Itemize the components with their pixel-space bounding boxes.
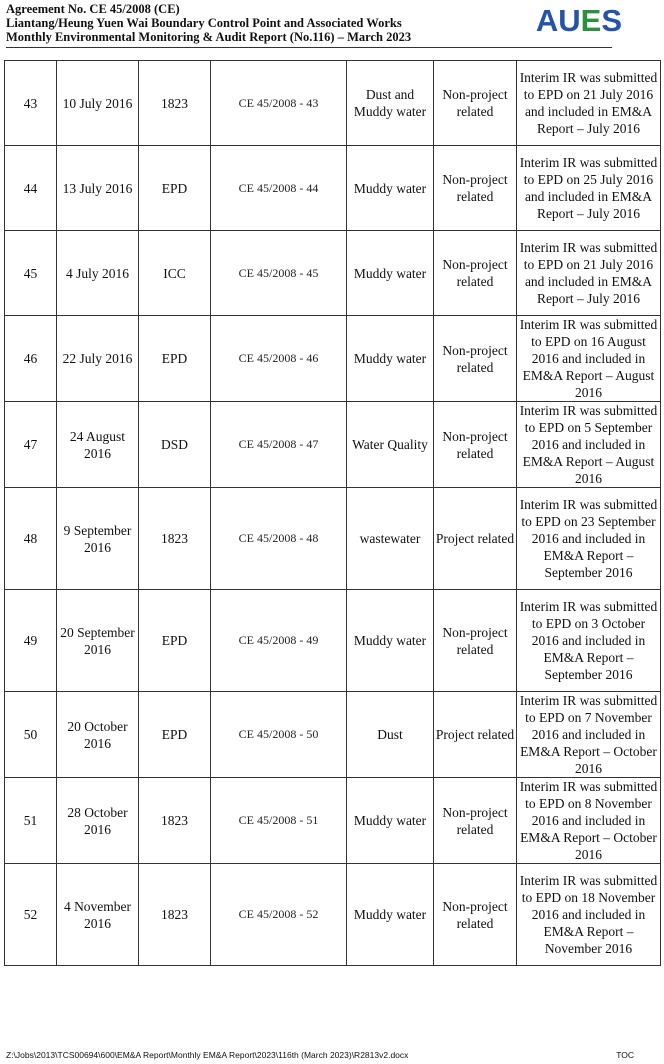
cell-source: EPD (139, 316, 211, 402)
project-title: Liantang/Heung Yuen Wai Boundary Control Point and Associated Works (6, 16, 402, 30)
cell-remark: Interim IR was submitted to EPD on 8 November 2016 and included in EM&A Report – October 2016 (517, 778, 661, 864)
cell-nature: Muddy water (347, 146, 434, 231)
report-title: Monthly Environmental Monitoring & Audit Report (No.116) – March 2023 (6, 30, 412, 44)
cell-case-ref: CE 45/2008 - 50 (211, 692, 347, 778)
table-row (5, 778, 661, 864)
table-row (5, 692, 661, 778)
cell-case-ref: CE 45/2008 - 48 (211, 488, 347, 590)
table-row (5, 316, 661, 402)
cell-log-number: 47 (5, 402, 57, 488)
cell-nature: Muddy water (347, 231, 434, 316)
page-header (6, 2, 658, 48)
cell-case-ref: CE 45/2008 - 43 (211, 61, 347, 146)
cell-log-number: 45 (5, 231, 57, 316)
cell-source: 1823 (139, 61, 211, 146)
cell-remark: Interim IR was submitted to EPD on 3 October 2016 and included in EM&A Report – September 2016 (517, 590, 661, 692)
header-divider (6, 47, 612, 48)
cell-project-relation: Non-project related (434, 778, 517, 864)
aues-logo: AUES (535, 3, 622, 38)
cell-source: 1823 (139, 488, 211, 590)
cell-source: EPD (139, 590, 211, 692)
cell-project-relation: Non-project related (434, 61, 517, 146)
cell-project-relation: Non-project related (434, 864, 517, 966)
cell-remark: Interim IR was submitted to EPD on 18 November 2016 and included in EM&A Report – November 2016 (517, 864, 661, 966)
cell-case-ref: CE 45/2008 - 46 (211, 316, 347, 402)
table-row (5, 864, 661, 966)
cell-log-number: 43 (5, 61, 57, 146)
cell-log-number: 52 (5, 864, 57, 966)
cell-log-number: 48 (5, 488, 57, 590)
cell-nature: wastewater (347, 488, 434, 590)
cell-date: 10 July 2016 (57, 61, 139, 146)
table-row (5, 590, 661, 692)
cell-date: 4 July 2016 (57, 231, 139, 316)
table-row (5, 61, 661, 146)
cell-date: 20 September 2016 (57, 590, 139, 692)
cell-project-relation: Non-project related (434, 590, 517, 692)
agreement-number: Agreement No. CE 45/2008 (CE) (6, 2, 180, 16)
cell-project-relation: Project related (434, 692, 517, 778)
cell-remark: Interim IR was submitted to EPD on 16 August 2016 and included in EM&A Report – August 2016 (517, 316, 661, 402)
cell-source: EPD (139, 692, 211, 778)
cell-log-number: 46 (5, 316, 57, 402)
table-row (5, 146, 661, 231)
cell-date: 20 October 2016 (57, 692, 139, 778)
cell-date: 9 September 2016 (57, 488, 139, 590)
cell-nature: Dust and Muddy water (347, 61, 434, 146)
cell-project-relation: Non-project related (434, 316, 517, 402)
cell-log-number: 50 (5, 692, 57, 778)
toc-link[interactable]: TOC (616, 1050, 634, 1060)
cell-project-relation: Non-project related (434, 146, 517, 231)
cell-case-ref: CE 45/2008 - 51 (211, 778, 347, 864)
table-body (5, 61, 661, 966)
file-path: Z:\Jobs\2013\TCS00694\600\EM&A Report\Monthly EM&A Report\2023\116th (March 2023)\R2813v2.docx (6, 1050, 409, 1060)
complaint-log-table (4, 60, 661, 966)
cell-nature: Dust (347, 692, 434, 778)
cell-case-ref: CE 45/2008 - 45 (211, 231, 347, 316)
table-row (5, 231, 661, 316)
cell-case-ref: CE 45/2008 - 52 (211, 864, 347, 966)
cell-nature: Water Quality (347, 402, 434, 488)
cell-nature: Muddy water (347, 778, 434, 864)
cell-source: ICC (139, 231, 211, 316)
cell-remark: Interim IR was submitted to EPD on 7 November 2016 and included in EM&A Report – October 2016 (517, 692, 661, 778)
cell-log-number: 44 (5, 146, 57, 231)
cell-source: 1823 (139, 778, 211, 864)
cell-remark: Interim IR was submitted to EPD on 5 September 2016 and included in EM&A Report – August 2016 (517, 402, 661, 488)
cell-date: 13 July 2016 (57, 146, 139, 231)
cell-remark: Interim IR was submitted to EPD on 21 July 2016 and included in EM&A Report – July 2016 (517, 61, 661, 146)
cell-date: 4 November 2016 (57, 864, 139, 966)
cell-nature: Muddy water (347, 590, 434, 692)
cell-nature: Muddy water (347, 316, 434, 402)
cell-log-number: 49 (5, 590, 57, 692)
cell-case-ref: CE 45/2008 - 44 (211, 146, 347, 231)
table-row (5, 402, 661, 488)
cell-case-ref: CE 45/2008 - 49 (211, 590, 347, 692)
cell-remark: Interim IR was submitted to EPD on 25 July 2016 and included in EM&A Report – July 2016 (517, 146, 661, 231)
cell-log-number: 51 (5, 778, 57, 864)
cell-remark: Interim IR was submitted to EPD on 21 July 2016 and included in EM&A Report – July 2016 (517, 231, 661, 316)
header-text (6, 2, 411, 44)
cell-date: 22 July 2016 (57, 316, 139, 402)
cell-project-relation: Non-project related (434, 402, 517, 488)
cell-source: EPD (139, 146, 211, 231)
cell-project-relation: Non-project related (434, 231, 517, 316)
cell-source: 1823 (139, 864, 211, 966)
cell-remark: Interim IR was submitted to EPD on 23 September 2016 and included in EM&A Report – September 2016 (517, 488, 661, 590)
cell-project-relation: Project related (434, 488, 517, 590)
cell-nature: Muddy water (347, 864, 434, 966)
cell-date: 24 August 2016 (57, 402, 139, 488)
cell-source: DSD (139, 402, 211, 488)
cell-date: 28 October 2016 (57, 778, 139, 864)
table-row (5, 488, 661, 590)
cell-case-ref: CE 45/2008 - 47 (211, 402, 347, 488)
